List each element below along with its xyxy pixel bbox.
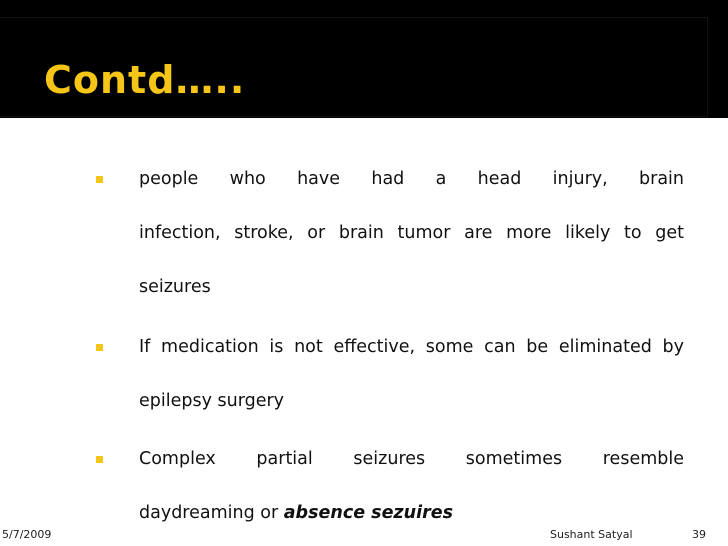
bullet-line: people who have had a head injury, brain	[139, 169, 684, 189]
bullet-line: Complex partial seizures sometimes resemble	[139, 449, 684, 469]
bullet-line: infection, stroke, or brain tumor are more likely to get	[139, 223, 684, 243]
bullet-marker-icon	[96, 344, 103, 351]
bullet-marker-icon	[96, 176, 103, 183]
footer	[0, 524, 728, 546]
emphasis-text: absence sezuires	[283, 503, 453, 523]
footer-page-number: 39	[692, 528, 706, 541]
footer-date: 5/7/2009	[2, 528, 52, 541]
title-bar	[0, 18, 707, 116]
bullet-line: If medication is not effective, some can be eliminated by	[139, 337, 684, 357]
content-area	[0, 118, 728, 528]
bullet-line-last	[139, 502, 684, 524]
footer-author: Sushant Satyal	[550, 528, 633, 541]
slide-title: Contd…..	[44, 58, 246, 102]
bullet-line: seizures	[139, 277, 211, 297]
bullet-text: daydreaming or	[139, 503, 284, 523]
bullet-line: epilepsy surgery	[139, 391, 285, 411]
bullet-marker-icon	[96, 456, 103, 463]
